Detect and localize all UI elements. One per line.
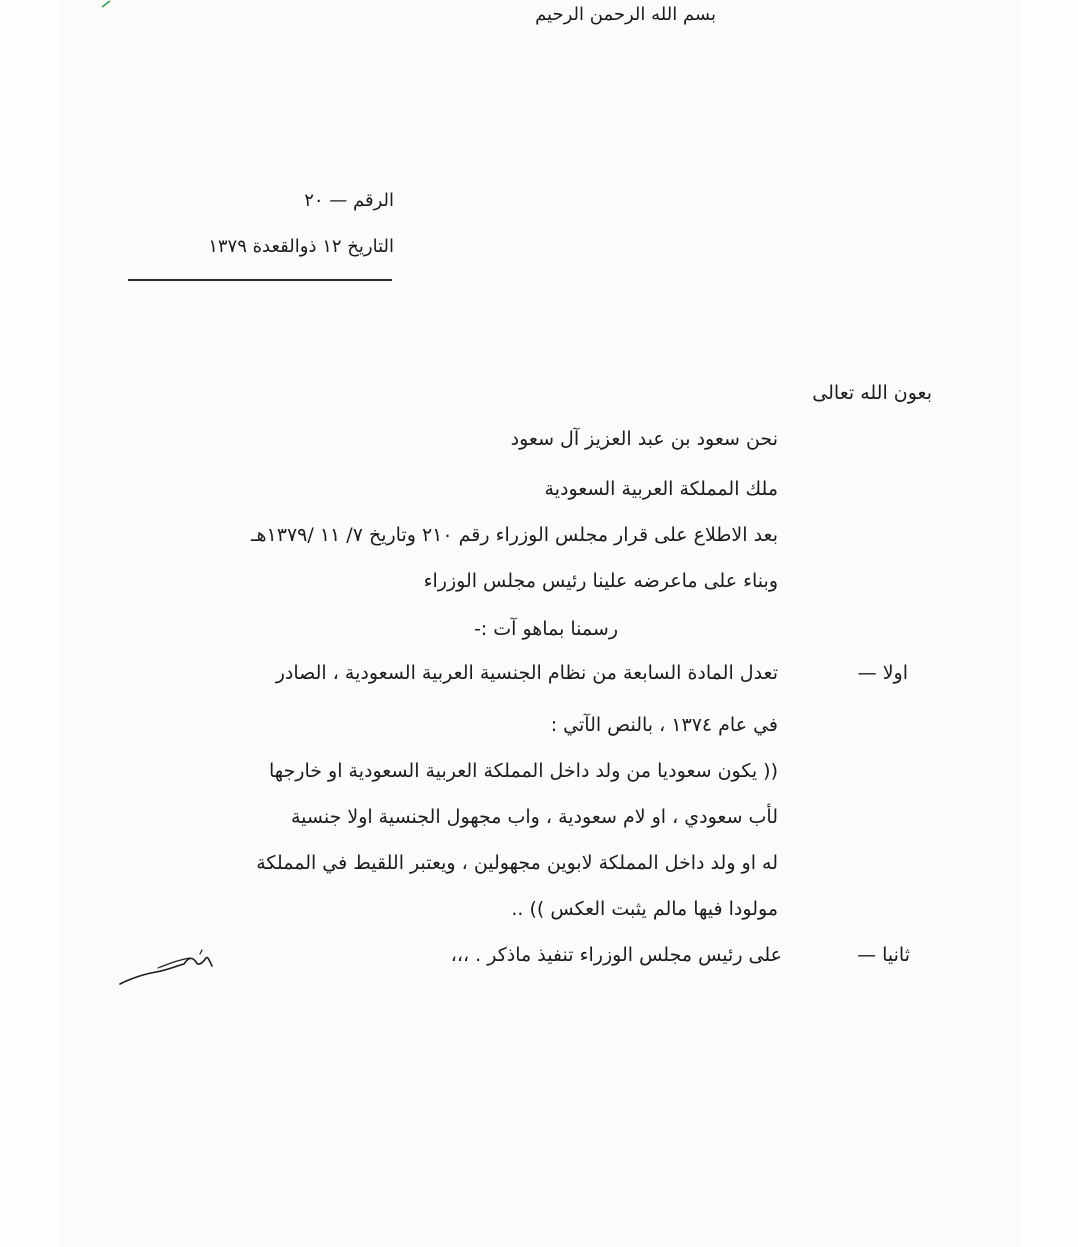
header-divider xyxy=(128,279,392,281)
clause-text-line: لأب سعودي ، او لام سعودية ، واب مجهول الجنسية اولا جنسية xyxy=(290,806,778,828)
clause-label-first: اولا — xyxy=(857,662,908,684)
signature-icon xyxy=(118,944,214,990)
decree-formula: رسمنا بماهو آت :- xyxy=(473,618,618,640)
clause-text-line: على رئيس مجلس الوزراء تنفيذ ماذكر . ،،، xyxy=(450,944,782,966)
preamble-line: بعد الاطلاع على قرار مجلس الوزراء رقم ٢١٠ وتاريخ ٧/ ١١ /١٣٧٩هـ xyxy=(250,524,778,546)
clause-text-line: مولودا فيها مالم يثبت العكس )) .. xyxy=(511,898,778,920)
clause-text-line: له او ولد داخل المملكة لابوين مجهولين ، ويعتبر اللقيط في المملكة xyxy=(256,852,778,874)
corner-mark-icon xyxy=(100,0,114,8)
reference-number: الرقم — ٢٠ xyxy=(304,190,394,211)
opening-phrase: بعون الله تعالى xyxy=(812,382,932,404)
king-title: ملك المملكة العربية السعودية xyxy=(544,478,778,500)
clause-text-line: تعدل المادة السابعة من نظام الجنسية العربية السعودية ، الصادر xyxy=(275,662,778,684)
clause-text-line: في عام ١٣٧٤ ، بالنص الآتي : xyxy=(550,714,778,736)
preamble-line: وبناء على ماعرضه علينا رئيس مجلس الوزراء xyxy=(423,570,778,592)
basmala: بسم الله الرحمن الرحيم xyxy=(535,4,716,25)
clause-text-line: (( يكون سعوديا من ولد داخل المملكة العربية السعودية او خارجها xyxy=(269,760,778,782)
reference-date: التاريخ ١٢ ذوالقعدة ١٣٧٩ xyxy=(208,236,394,257)
clause-label-second: ثانيا — xyxy=(857,944,910,966)
king-name: نحن سعود بن عبد العزيز آل سعود xyxy=(510,428,778,450)
